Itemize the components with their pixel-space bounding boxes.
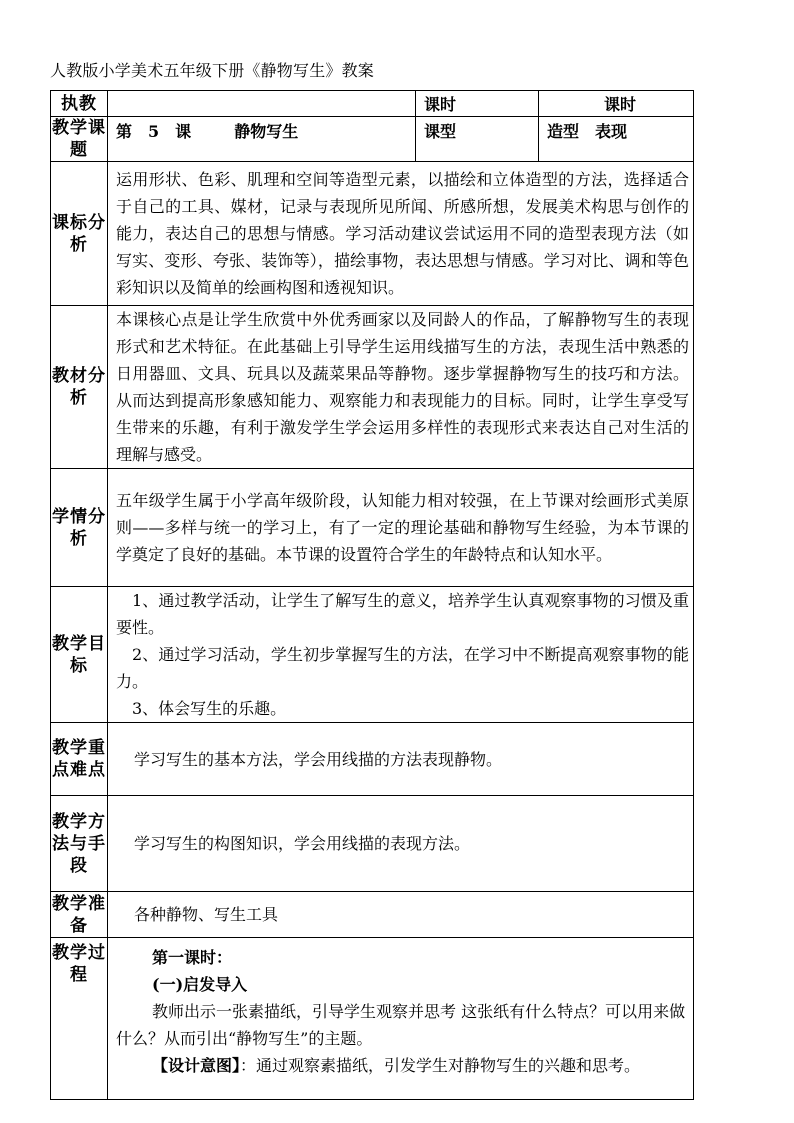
process-content (108, 938, 694, 1100)
session-heading: 第一课时： (152, 948, 233, 967)
topic-value (108, 117, 416, 162)
curriculum-label: 课标分析 (51, 162, 108, 306)
students-text: 五年级学生属于小学高年级阶段，认知能力相对较强，在上节课对绘画形式美原则——多样与统一的学习上，有了一定的理论基础和静物写生经验，为本节课的学奠定了良好的基础。本节课的设置符合学生的年龄特点和认知水平。 (108, 469, 694, 587)
students-row (51, 469, 694, 587)
topic-row (51, 117, 694, 162)
type-value: 造型 表现 (539, 117, 694, 162)
design-intent (116, 1052, 689, 1079)
lesson-plan-table (50, 90, 694, 1100)
process-label: 教学过程 (51, 938, 108, 1100)
lesson-number: 第 5 课 (116, 122, 192, 141)
teacher-value (108, 91, 416, 117)
curriculum-row (51, 162, 694, 306)
textbook-text: 本课核心点是让学生欣赏中外优秀画家以及同龄人的作品，了解静物写生的表现形式和艺术特征。在此基础上引导学生运用线描写生的方法，表现生活中熟悉的日用器皿、文具、玩具以及蔬菜果品等静物。逐步掌握静物写生的技巧和方法。从而达到提高形象感知能力、观察能力和表现能力的目标。同时，让学生享受写生带来的乐趣，有利于激发学生学会运用多样性的表现形式来表达自己对生活的理解与感受。 (108, 306, 694, 469)
type-label: 课型 (416, 117, 539, 162)
design-intent-text: ：通过观察素描纸，引发学生对静物写生的兴趣和思考。 (240, 1056, 641, 1075)
goal-item: 1、通过教学活动，让学生了解写生的意义，培养学生认真观察事物的习惯及重要性。 (116, 591, 689, 637)
students-label: 学情分析 (51, 469, 108, 587)
key-points-text: 学习写生的基本方法，学会用线描的方法表现静物。 (108, 723, 694, 796)
goals-label: 教学目标 (51, 587, 108, 723)
design-intent-tag: 【设计意图】 (152, 1056, 241, 1075)
methods-text: 学习写生的构图知识，学会用线描的表现方法。 (108, 796, 694, 892)
goals-row (51, 587, 694, 723)
goal-item: 2、通过学习活动，学生初步掌握写生的方法，在学习中不断提高观察事物的能力。 (116, 645, 689, 691)
methods-row (51, 796, 694, 892)
methods-label: 教学方法与手段 (51, 796, 108, 892)
textbook-row (51, 306, 694, 469)
document-title: 人教版小学美术五年级下册《静物写生》教案 (50, 61, 375, 80)
step-paragraph: 教师出示一张素描纸，引导学生观察并思考 这张纸有什么特点？可以用来做什么？从而引出“静物写生”的主题。 (116, 1002, 686, 1048)
period-label: 课时 (416, 91, 539, 117)
goal-item: 3、体会写生的乐趣。 (132, 699, 287, 718)
curriculum-text: 运用形状、色彩、肌理和空间等造型元素，以描绘和立体造型的方法，选择适合于自己的工具、媒材，记录与表现所见所闻、所感所想，发展美术构思与创作的能力，表达自己的思想与情感。学习活动建议尝试运用不同的造型表现方法（如写实、变形、夸张、装饰等），描绘事物，表达思想与情感。学习对比、调和等色彩知识以及简单的绘画构图和透视知识。 (108, 162, 694, 306)
teacher-label: 执教 (51, 91, 108, 117)
textbook-label: 教材分析 (51, 306, 108, 469)
preparation-text: 各种静物、写生工具 (108, 892, 694, 938)
lesson-name: 静物写生 (234, 122, 299, 141)
preparation-row (51, 892, 694, 938)
key-points-label: 教学重点难点 (51, 723, 108, 796)
preparation-label: 教学准备 (52, 893, 106, 936)
key-points-row (51, 723, 694, 796)
period-value: 课时 (539, 91, 694, 117)
process-row (51, 938, 694, 1100)
step-heading: (一)启发导入 (152, 975, 248, 994)
topic-label: 教学课题 (52, 118, 106, 160)
header-row (51, 91, 694, 117)
goals-list (108, 587, 694, 723)
